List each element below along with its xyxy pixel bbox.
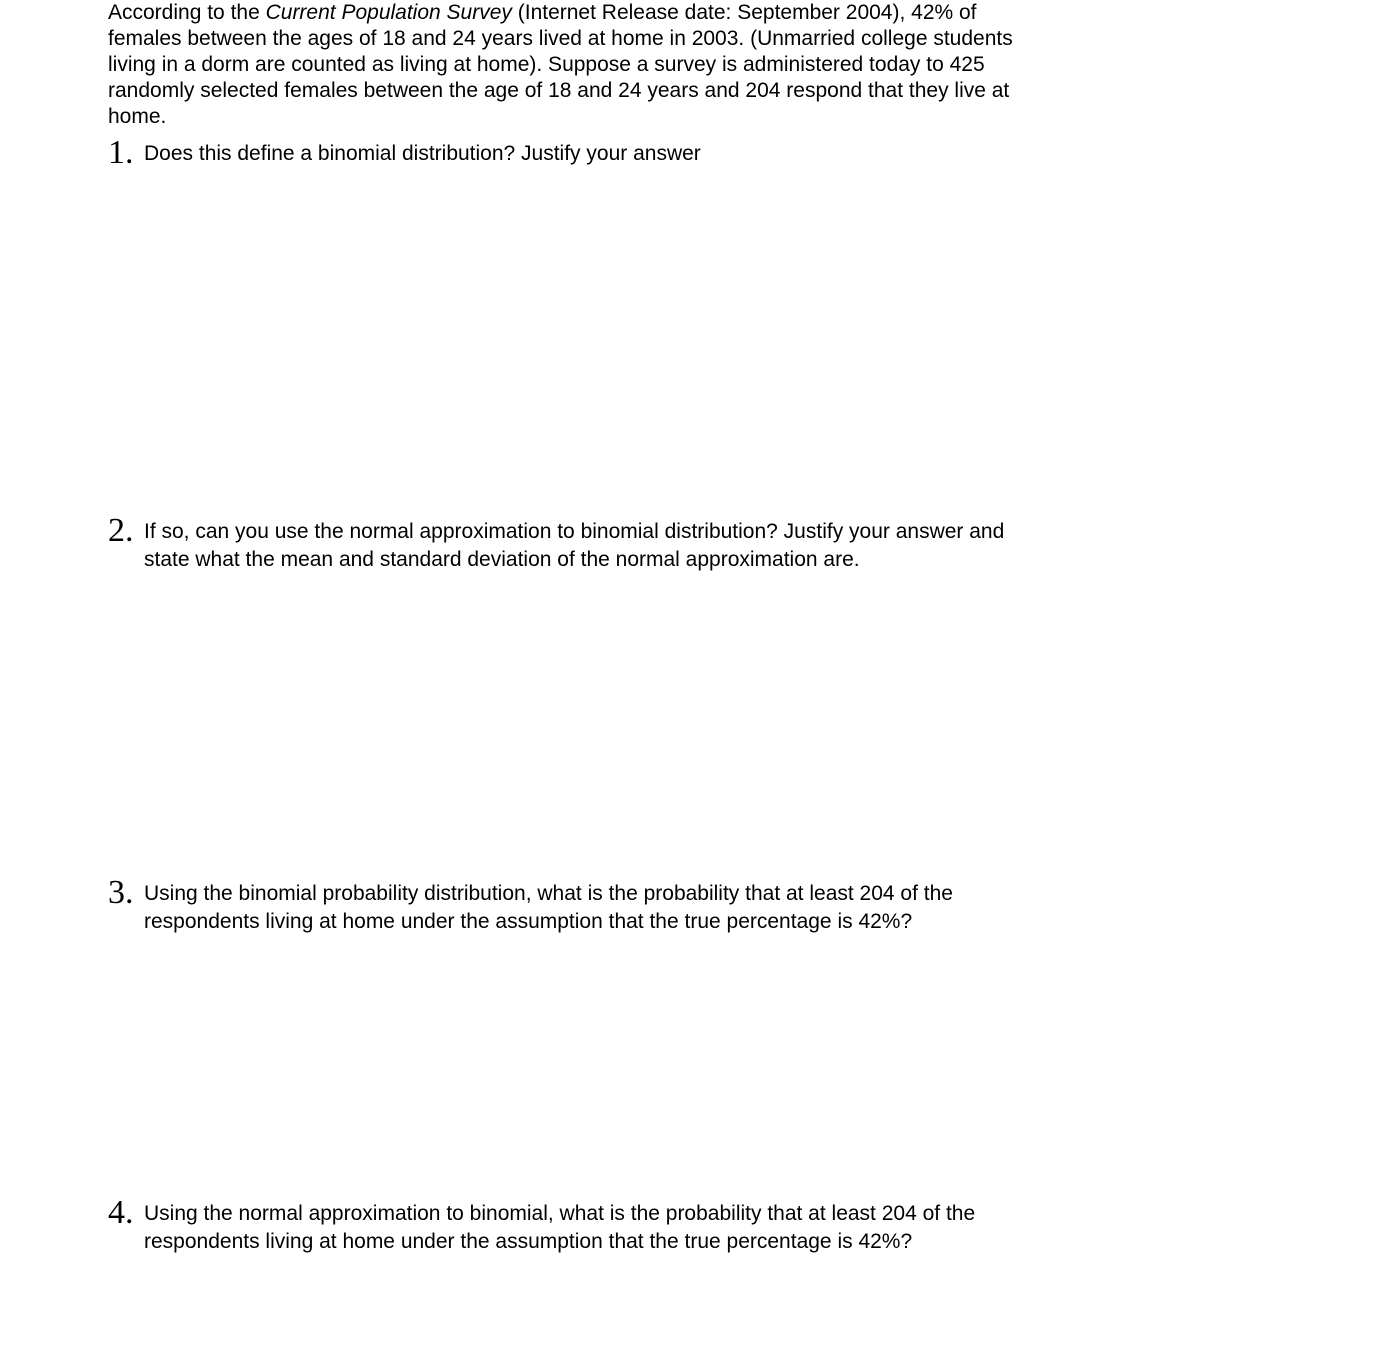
source-title: Current Population Survey	[265, 1, 512, 24]
question-text: Using the binomial probability distribution, what is the probability that at least 204 of the respondents living at home under the assumption that the true percentage is 42%?	[144, 882, 953, 933]
intro-paragraph	[108, 0, 1038, 130]
question-number: 3.	[108, 874, 134, 911]
question-text: Using the normal approximation to binomial, what is the probability that at least 204 of the respondents living at home under the assumption that the true percentage is 42%?	[144, 1202, 976, 1253]
question-number: 4.	[108, 1194, 134, 1231]
intro-text-after: (Internet Release date: September 2004), 42% of females between the ages of 18 and 24 years lived at home in 2003. (Unmarried college students living in a dorm are counted as living at home). Suppose a survey is administered today to 425 randomly selected females between the age of 18 and 24 years and 204 respond that they live at home.	[108, 1, 1013, 128]
intro-text-before: According to the	[108, 1, 266, 24]
question-number: 1.	[108, 134, 134, 171]
question-number: 2.	[108, 512, 134, 549]
question-text: Does this define a binomial distribution? Justify your answer	[144, 142, 701, 165]
question-text: If so, can you use the normal approximation to binomial distribution? Justify your answer and state what the mean and standard deviation of the normal approximation are.	[144, 520, 1005, 571]
